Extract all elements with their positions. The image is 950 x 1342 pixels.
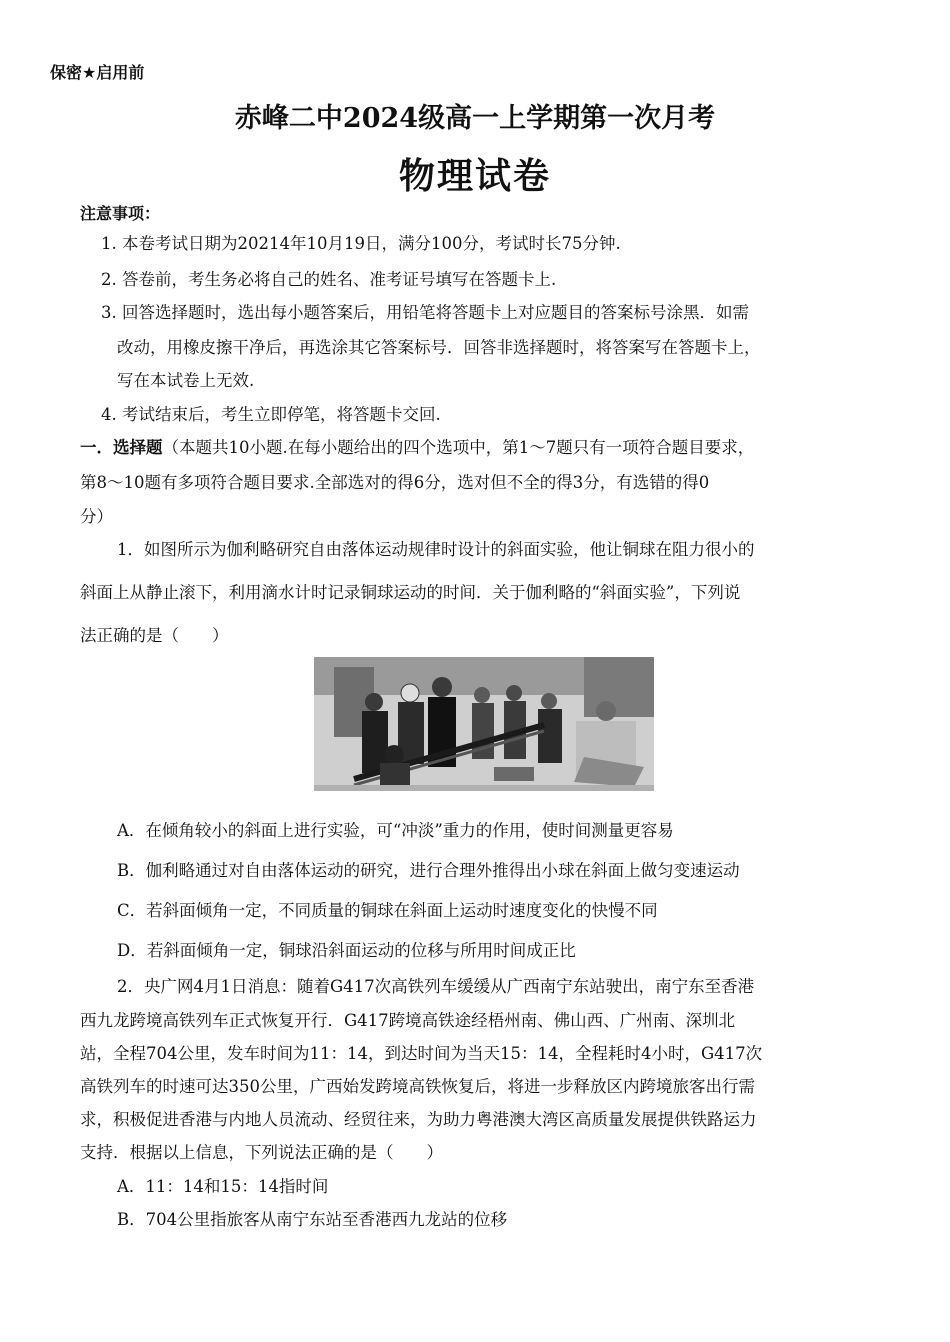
notice-item: 4. 考试结束后，考生立即停笔，将答题卡交回.	[101, 405, 441, 424]
notice-heading: 注意事项：	[80, 204, 161, 223]
notice-item: 2. 答卷前，考生务必将自己的姓名、准考证号填写在答题卡上.	[101, 270, 557, 289]
subject-title: 物理试卷	[398, 156, 551, 197]
option-a: A．在倾角较小的斜面上进行实验，可“冲淡”重力的作用，使时间测量更容易	[117, 821, 674, 840]
section-label: 选择题	[113, 438, 163, 457]
question-stem: 西九龙跨境高铁列车正式恢复开行．G417跨境高铁途经梧州南、佛山西、广州南、深圳北	[80, 1011, 736, 1030]
question-stem: 斜面上从静止滚下，利用滴水计时记录铜球运动的时间．关于伽利略的“斜面实验”，下列说	[80, 583, 741, 602]
question-stem: 2．央广网4月1日消息：随着G417次高铁列车缓缓从广西南宁东站驶出，南宁东至香港	[117, 977, 755, 996]
question-stem: 求，积极促进香港与内地人员流动、经贸往来，为助力粤港澳大湾区高质量发展提供铁路运力	[80, 1110, 757, 1129]
confidential-label: 保密★启用前	[50, 63, 145, 82]
question-stem: 高铁列车的时速可达350公里，广西始发跨境高铁恢复后，将进一步释放区内跨境旅客出行需	[80, 1077, 755, 1096]
section-number: 一．	[80, 438, 113, 457]
section-heading	[80, 437, 754, 459]
notice-item: 写在本试卷上无效.	[117, 371, 255, 390]
option-d: D．若斜面倾角一定，铜球沿斜面运动的位移与所用时间成正比	[117, 941, 576, 960]
exam-title: 赤峰二中2024级高一上学期第一次月考	[234, 103, 716, 134]
section-desc-line: 分）	[80, 507, 113, 526]
option-c: C．若斜面倾角一定，不同质量的铜球在斜面上运动时速度变化的快慢不同	[117, 901, 658, 920]
option-b: B．704公里指旅客从南宁东站至香港西九龙站的位移	[117, 1210, 508, 1229]
question-stem: 1．如图所示为伽利略研究自由落体运动规律时设计的斜面实验，他让铜球在阻力很小的	[117, 540, 755, 559]
question-stem: 法正确的是（ ）	[80, 626, 229, 645]
notice-item: 改动，用橡皮擦干净后，再选涂其它答案标号．回答非选择题时，将答案写在答题卡上，	[117, 338, 761, 357]
section-desc: （本题共10小题.在每小题给出的四个选项中，第1～7题只有一项符合题目要求，	[162, 438, 755, 457]
notice-item: 1. 本卷考试日期为20214年10月19日，满分100分，考试时长75分钟.	[101, 234, 621, 253]
question-stem: 站，全程704公里，发车时间为11：14，到达时间为当天15：14，全程耗时4小时，G417次	[80, 1044, 763, 1063]
notice-item: 3. 回答选择题时，选出每小题答案后，用铅笔将答题卡上对应题目的答案标号涂黑．如需	[101, 303, 749, 322]
option-b: B．伽利略通过对自由落体运动的研究，进行合理外推得出小球在斜面上做匀变速运动	[117, 861, 740, 880]
galileo-incline-illustration-icon	[314, 657, 654, 791]
option-a: A．11：14和15：14指时间	[117, 1177, 329, 1196]
question-stem: 支持．根据以上信息，下列说法正确的是（ ）	[80, 1143, 443, 1162]
section-desc-line: 第8～10题有多项符合题目要求.全部选对的得6分，选对但不全的得3分，有选错的得0	[80, 473, 710, 492]
